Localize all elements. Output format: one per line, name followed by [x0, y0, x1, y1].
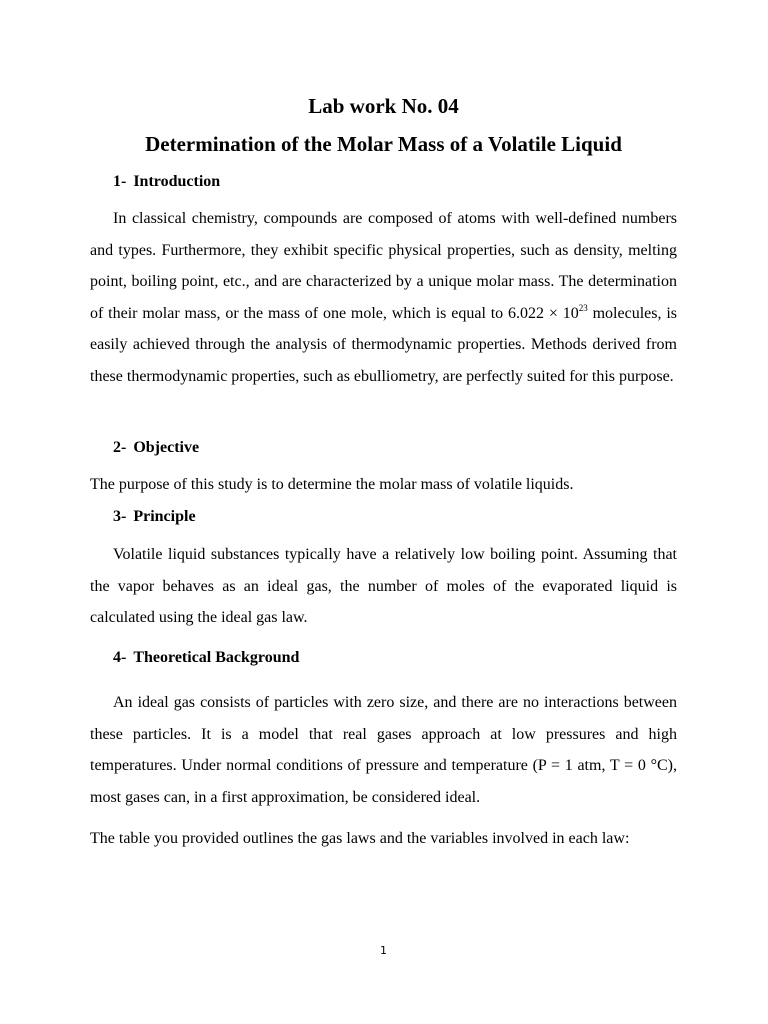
section-number: 4-	[113, 649, 127, 666]
paragraph-text: In classical chemistry, compounds are composed of atoms with well-defined numbers and types. Furthermore, they exhibit specific physical properties, such as density, melting point, boiling point, etc., and are characterized by a unique molar mass. The determination of their molar mass, or the mass of one mole, which is equal to 6.022 × 10	[90, 210, 677, 322]
introduction-paragraph	[90, 203, 677, 392]
section-title: Principle	[133, 508, 196, 525]
section-heading-introduction	[113, 173, 220, 191]
document-subtitle: Determination of the Molar Mass of a Volatile Liquid	[145, 132, 622, 156]
section-heading-principle	[113, 508, 196, 526]
document-page	[90, 0, 677, 1024]
background-paragraph-1: An ideal gas consists of particles with zero size, and there are no interactions between these particles. It is a model that real gases approach at low pressures and high temperatures. Under normal conditions of pressure and temperature (P = 1 atm, T = 0 °C), most gases can, in a first approximation, be considered ideal.	[90, 694, 677, 806]
objective-paragraph: The purpose of this study is to determine the molar mass of volatile liquids.	[90, 476, 574, 493]
section-heading-objective	[113, 439, 199, 457]
principle-paragraph: Volatile liquid substances typically have a relatively low boiling point. Assuming that the vapor behaves as an ideal gas, the number of moles of the evaporated liquid is calculated using the ideal gas law.	[90, 546, 677, 626]
section-title: Objective	[133, 439, 200, 456]
section-number: 2-	[113, 439, 127, 456]
document-title: Lab work No. 04	[308, 94, 459, 118]
section-title: Introduction	[133, 173, 221, 190]
background-paragraph-2: The table you provided outlines the gas laws and the variables involved in each law:	[90, 830, 630, 847]
section-number: 1-	[113, 173, 127, 190]
exponent: 23	[578, 302, 588, 313]
paragraph-text: molecules, is easily achieved through the analysis of thermodynamic properties. Methods derived from these thermodynamic properties, such as ebulliometry, are perfectly suited for this purpose.	[90, 304, 678, 385]
page-number: 1	[380, 944, 387, 957]
section-title: Theoretical Background	[133, 649, 300, 666]
section-heading-background	[113, 649, 299, 667]
section-number: 3-	[113, 508, 127, 525]
